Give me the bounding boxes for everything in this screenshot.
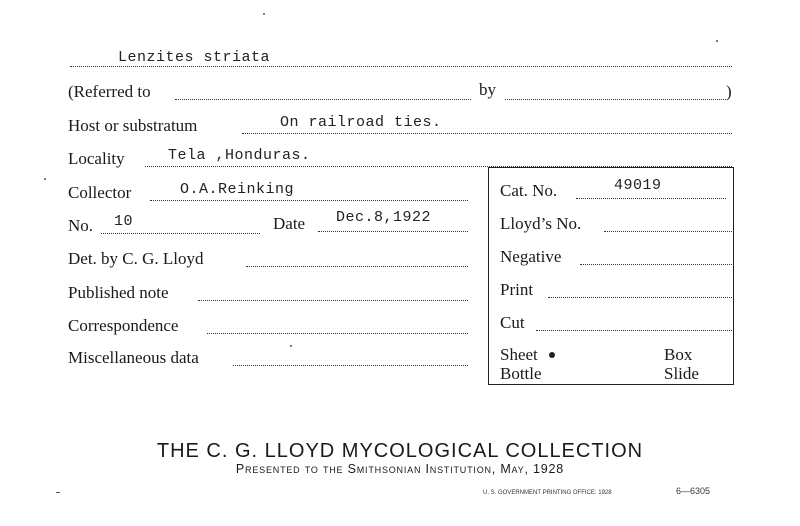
date-value: Dec.8,1922: [336, 209, 432, 226]
side-box-divider: [488, 167, 489, 385]
bottle-label: Bottle: [500, 364, 542, 383]
side-box-right: [733, 167, 734, 385]
scan-speck: [44, 178, 46, 180]
cat-line: [576, 198, 726, 199]
no-line: [101, 233, 260, 234]
misc-line: [233, 365, 468, 366]
misc-label: Miscellaneous data: [68, 348, 199, 367]
collector-line: [150, 200, 468, 201]
no-value: 10: [114, 213, 134, 230]
cat-value: 49019: [614, 177, 662, 194]
form-number: 6—6305: [676, 486, 711, 496]
cat-label: Cat. No.: [500, 181, 558, 200]
species-value: Lenzites striata: [118, 49, 271, 66]
locality-label: Locality: [68, 149, 125, 168]
correspondence-label: Correspondence: [68, 316, 179, 335]
host-value: On railroad ties.: [280, 114, 442, 131]
side-box-bottom: [488, 384, 734, 385]
sheet-label: Sheet: [500, 345, 538, 364]
correspondence-line: [207, 333, 468, 334]
cut-label: Cut: [500, 313, 525, 332]
host-label: Host or substratum: [68, 116, 198, 135]
print-line: [548, 297, 732, 298]
published-line: [198, 300, 468, 301]
presented-line: Presented to the Smithsonian Institution, May, 1928: [235, 462, 565, 476]
cut-line: [536, 330, 732, 331]
negative-label: Negative: [500, 247, 562, 266]
side-box-top: [488, 167, 734, 168]
lloyd-no-line: [604, 231, 732, 232]
det-line: [246, 266, 468, 267]
no-label: No.: [68, 216, 94, 235]
sheet-mark: [549, 352, 555, 358]
scan-speck: [56, 492, 60, 493]
box-label: Box: [664, 345, 693, 364]
referred-close: ): [726, 82, 732, 101]
host-line: [242, 133, 732, 134]
scan-speck: [263, 13, 265, 15]
lloyd-no-label: Lloyd’s No.: [500, 214, 582, 233]
referred-label: (Referred to: [68, 82, 151, 101]
referred-line: [175, 99, 471, 100]
by-label: by: [479, 80, 496, 99]
det-label: Det. by C. G. Lloyd: [68, 249, 204, 268]
date-label: Date: [273, 214, 306, 233]
collector-value: O.A.Reinking: [180, 181, 295, 198]
by-line: [505, 99, 726, 100]
collector-label: Collector: [68, 183, 132, 202]
locality-value: Tela ,Honduras.: [168, 147, 311, 164]
collection-title: THE C. G. LLOYD MYCOLOGICAL COLLECTION: [156, 440, 644, 462]
printing-office-note: U. S. GOVERNMENT PRINTING OFFICE: 1928: [483, 490, 612, 496]
scan-speck: [290, 345, 292, 347]
negative-line: [580, 264, 732, 265]
scan-speck: [716, 40, 718, 42]
slide-label: Slide: [664, 364, 699, 383]
print-label: Print: [500, 280, 534, 299]
published-label: Published note: [68, 283, 169, 302]
date-line: [318, 231, 468, 232]
